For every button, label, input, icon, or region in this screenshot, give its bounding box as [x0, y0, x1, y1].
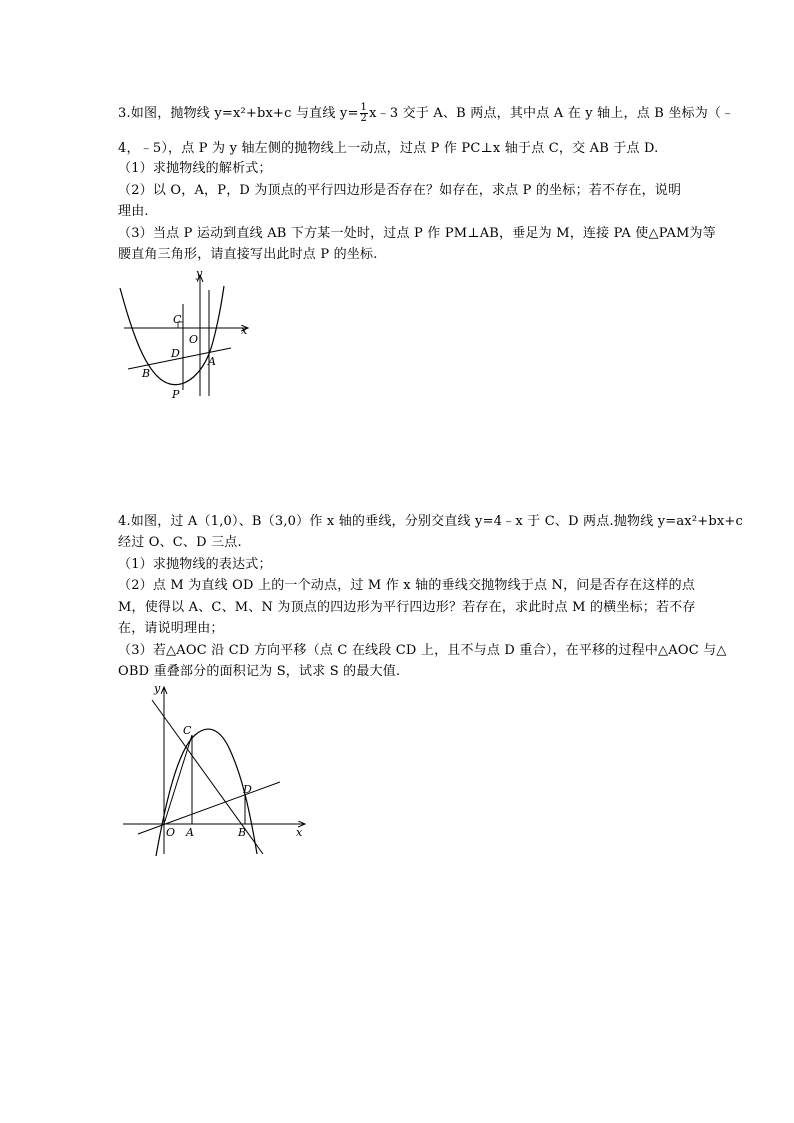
problem3-figure	[110, 266, 260, 402]
problem4-question-1: （1）求抛物线的表达式；	[118, 557, 272, 572]
problem3-question-1: （1）求抛物线的解析式；	[118, 161, 272, 176]
label-x: x	[241, 324, 248, 337]
problem3-question-2-line1: （2）以 O，A，P，D 为顶点的平行四边形是否存在？如存在，求点 P 的坐标；若不存在，说明	[118, 183, 682, 198]
label-y: y	[196, 267, 203, 280]
label-o: O	[189, 333, 199, 346]
line-oc	[164, 735, 192, 824]
label-b: B	[238, 826, 247, 839]
label-a: A	[208, 355, 216, 368]
problem4-question-2-line2: M，使得以 A、C、M、N 为顶点的四边形为平行四边形？若存在，求此时点 M 的横坐标；若不存	[118, 600, 696, 615]
problem3-stem-part-a: 3.如图，抛物线 y=x²+bx+c 与直线 y=	[118, 106, 359, 121]
label-p: P	[172, 388, 180, 401]
label-y: y	[154, 682, 161, 695]
line-od	[138, 782, 280, 834]
label-d: D	[243, 783, 252, 796]
problem3-question-3-line1: （3）当点 P 运动到直线 AB 下方某一处时，过点 P 作 PM⊥AB，垂足为 M，连接 PA 使△PAM为等	[118, 226, 716, 241]
problem4-question-3-line2: OBD 重叠部分的面积记为 S，试求 S 的最大值.	[118, 664, 401, 679]
problem3-question-3-line2: 腰直角三角形，请直接写出此时点 P 的坐标.	[118, 247, 378, 262]
problem3-stem-line1	[118, 102, 735, 124]
problem4-stem-line1: 4.如图，过 A（1,0）、B（3,0）作 x 轴的垂线，分别交直线 y=4﹣x 于 C、D 两点.抛物线 y=ax²+bx+c	[118, 514, 743, 529]
label-b: B	[142, 367, 151, 380]
problem4-figure	[120, 680, 310, 860]
label-c: C	[173, 313, 182, 326]
label-a: A	[186, 826, 194, 839]
label-d: D	[171, 347, 180, 360]
problem3-question-2-line2: 理由.	[118, 204, 149, 219]
problem4-question-3-line1: （3）若△AOC 沿 CD 方向平移（点 C 在线段 CD 上，且不与点 D 重合），在平移的过程中△AOC 与△	[118, 643, 727, 658]
problem4-question-2-line1: （2）点 M 为直线 OD 上的一个动点，过 M 作 x 轴的垂线交抛物线于点 N，问是否存在这样的点	[118, 578, 696, 593]
label-c: C	[183, 724, 192, 737]
problem4-question-2-line3: 在，请说明理由；	[118, 621, 224, 636]
problem3-stem-part-b: x﹣3 交于 A、B 两点，其中点 A 在 y 轴上，点 B 坐标为（﹣	[369, 106, 735, 121]
label-x: x	[296, 826, 303, 839]
fraction-one-half: $\frac{1}{2}$	[360, 102, 368, 124]
parabola	[120, 286, 224, 385]
problem3-stem-line2: 4，﹣5），点 P 为 y 轴左侧的抛物线上一动点，过点 P 作 PC⊥x 轴于点 C，交 AB 于点 D.	[118, 141, 659, 156]
label-o: O	[166, 826, 176, 839]
problem4-stem-line2: 经过 O、C、D 三点.	[118, 535, 242, 550]
